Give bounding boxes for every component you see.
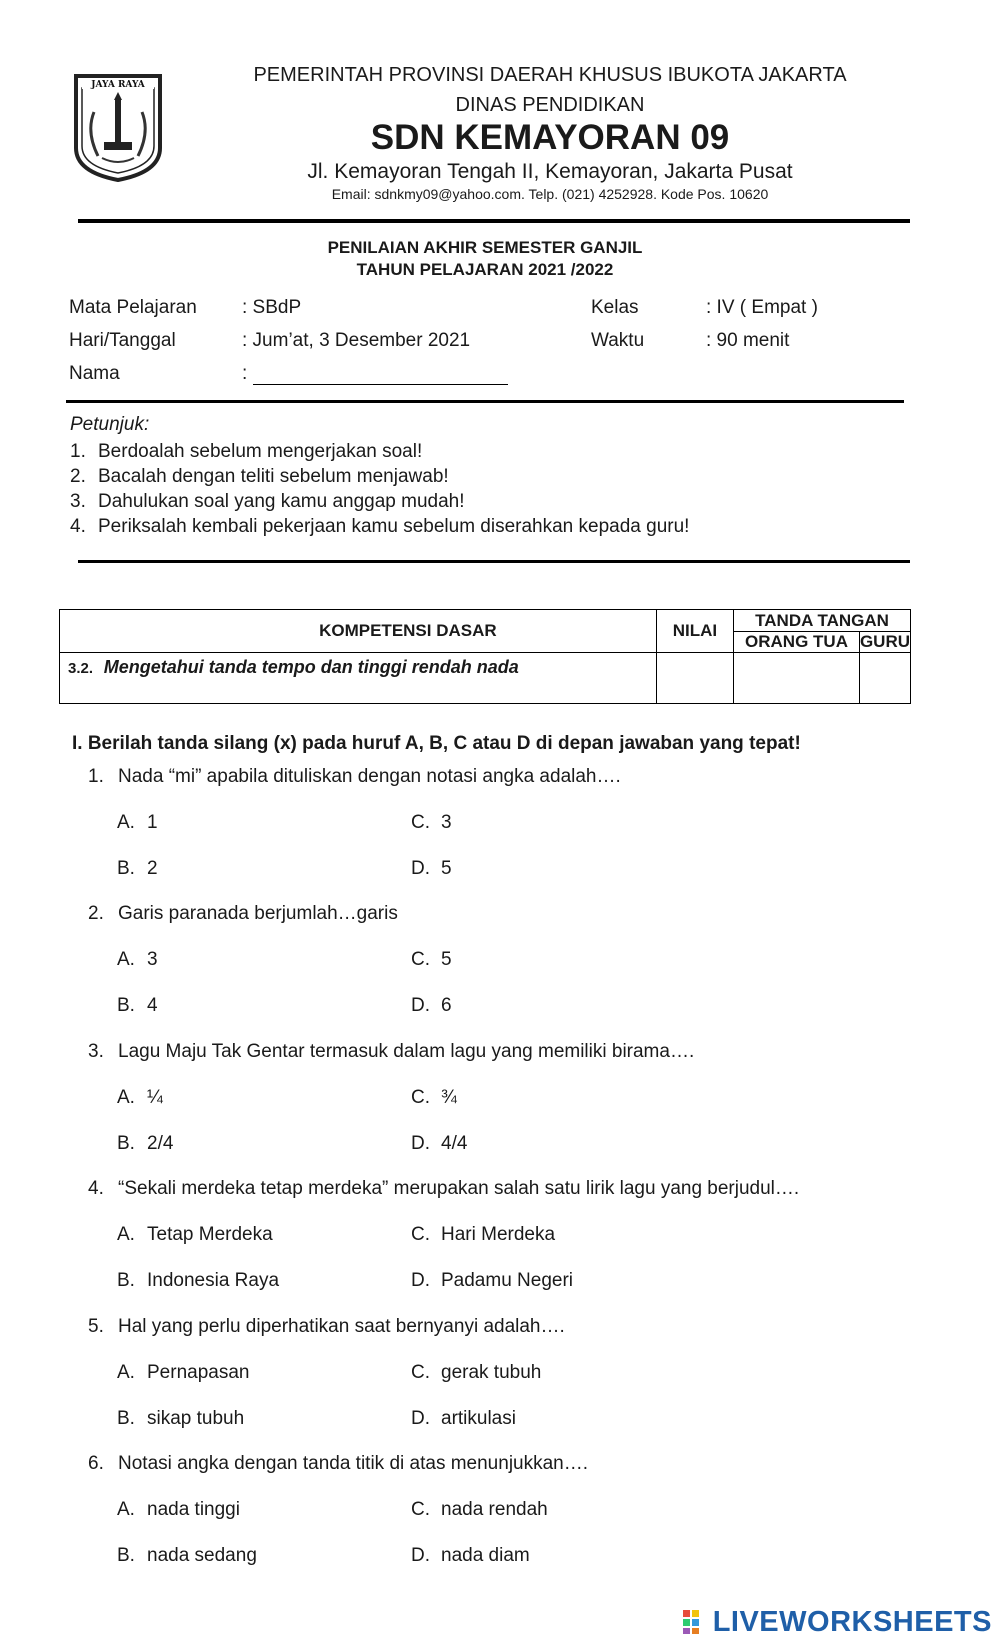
- answer-option-a[interactable]: A. 3: [117, 949, 158, 970]
- answer-option-b[interactable]: B. sikap tubuh: [117, 1408, 245, 1429]
- question-text: 2. Garis paranada berjumlah…garis: [88, 903, 398, 924]
- exam-title: PENILAIAN AKHIR SEMESTER GANJIL: [327, 238, 643, 257]
- date-label: Hari/Tanggal: [69, 330, 176, 351]
- info-divider: [66, 400, 904, 403]
- kd-number: 3.2.: [68, 660, 94, 677]
- parent-signature-cell[interactable]: [734, 653, 860, 704]
- exam-year: TAHUN PELAJARAN 2021 /2022: [356, 260, 614, 279]
- kd-row: [60, 653, 657, 704]
- signature-header: TANDA TANGAN: [734, 610, 911, 632]
- liveworksheets-logo-icon: [682, 1609, 708, 1635]
- answer-option-b[interactable]: B. 2: [117, 858, 158, 879]
- answer-option-b[interactable]: B. nada sedang: [117, 1545, 257, 1566]
- school-address: Jl. Kemayoran Tengah II, Kemayoran, Jakarta Pusat: [307, 160, 793, 183]
- name-label: Nama: [69, 363, 120, 384]
- answer-option-a[interactable]: A. ¼: [117, 1087, 163, 1108]
- kd-text: Mengetahui tanda tempo dan tinggi rendah nada: [103, 657, 519, 677]
- school-contact: Email: sdnkmy09@yahoo.com. Telp. (021) 4252928. Kode Pos. 10620: [331, 186, 769, 202]
- nilai-header: NILAI: [656, 610, 733, 653]
- answer-option-c[interactable]: C. 5: [411, 949, 452, 970]
- answer-option-c[interactable]: C. Hari Merdeka: [411, 1224, 556, 1245]
- liveworksheets-brand[interactable]: LIVEWORKSHEETS: [712, 1606, 992, 1638]
- answer-option-c[interactable]: C. nada rendah: [411, 1499, 548, 1520]
- class-label: Kelas: [591, 297, 639, 318]
- competency-table: [59, 609, 911, 704]
- answer-option-d[interactable]: D. 4/4: [411, 1133, 468, 1154]
- question-text: 5. Hal yang perlu diperhatikan saat bernyanyi adalah….: [88, 1316, 565, 1337]
- answer-option-d[interactable]: D. artikulasi: [411, 1408, 516, 1429]
- answer-option-b[interactable]: B. 4: [117, 995, 158, 1016]
- date-value: : Jum’at, 3 Desember 2021: [242, 330, 471, 351]
- answer-option-d[interactable]: D. 5: [411, 858, 452, 879]
- teacher-signature-cell[interactable]: [859, 653, 910, 704]
- section-instruction: I. Berilah tanda silang (x) pada huruf A, B, C atau D di depan jawaban yang tepat!: [72, 733, 801, 754]
- header-government: PEMERINTAH PROVINSI DAERAH KHUSUS IBUKOTA JAKARTA: [253, 64, 847, 86]
- time-value: : 90 menit: [706, 330, 790, 351]
- question-text: 4. “Sekali merdeka tetap merdeka” merupakan salah satu lirik lagu yang berjudul….: [88, 1178, 800, 1199]
- name-blank-line[interactable]: [253, 366, 508, 385]
- answer-option-a[interactable]: A. 1: [117, 812, 158, 833]
- answer-option-a[interactable]: A. Pernapasan: [117, 1362, 250, 1383]
- header-divider: [78, 219, 910, 223]
- parent-header: ORANG TUA: [734, 632, 860, 653]
- instructions-heading: Petunjuk:: [70, 414, 150, 435]
- instruction-item: 3. Dahulukan soal yang kamu anggap mudah!: [70, 491, 465, 512]
- name-field[interactable]: [242, 363, 508, 385]
- time-label: Waktu: [591, 330, 645, 351]
- teacher-header: GURU: [859, 632, 910, 651]
- answer-option-d[interactable]: D. 6: [411, 995, 452, 1016]
- subject-label: Mata Pelajaran: [69, 297, 197, 318]
- subject-value: : SBdP: [242, 297, 302, 318]
- kd-header: KOMPETENSI DASAR: [60, 610, 657, 653]
- logo-text: JAYA RAYA: [91, 80, 145, 90]
- question-text: 3. Lagu Maju Tak Gentar termasuk dalam lagu yang memiliki birama….: [88, 1041, 695, 1062]
- answer-option-c[interactable]: C. ¾: [411, 1087, 457, 1108]
- answer-option-b[interactable]: B. Indonesia Raya: [117, 1270, 280, 1291]
- instruction-item: 2. Bacalah dengan teliti sebelum menjawab!: [70, 466, 449, 487]
- nilai-cell[interactable]: [656, 653, 733, 704]
- answer-option-a[interactable]: A. Tetap Merdeka: [117, 1224, 273, 1245]
- school-name: SDN KEMAYORAN 09: [370, 118, 730, 157]
- header-department: DINAS PENDIDIKAN: [455, 94, 645, 116]
- answer-option-c[interactable]: C. 3: [411, 812, 452, 833]
- name-colon: :: [242, 363, 248, 384]
- question-text: 1. Nada “mi” apabila dituliskan dengan notasi angka adalah….: [88, 766, 621, 787]
- instructions-divider: [78, 560, 910, 563]
- class-value: : IV ( Empat ): [706, 297, 818, 318]
- instruction-item: 1. Berdoalah sebelum mengerjakan soal!: [70, 441, 423, 462]
- instruction-item: 4. Periksalah kembali pekerjaan kamu sebelum diserahkan kepada guru!: [70, 516, 690, 537]
- answer-option-d[interactable]: D. nada diam: [411, 1545, 530, 1566]
- answer-option-b[interactable]: B. 2/4: [117, 1133, 174, 1154]
- answer-option-a[interactable]: A. nada tinggi: [117, 1499, 240, 1520]
- answer-option-d[interactable]: D. Padamu Negeri: [411, 1270, 574, 1291]
- question-text: 6. Notasi angka dengan tanda titik di atas menunjukkan….: [88, 1453, 589, 1474]
- answer-option-c[interactable]: C. gerak tubuh: [411, 1362, 542, 1383]
